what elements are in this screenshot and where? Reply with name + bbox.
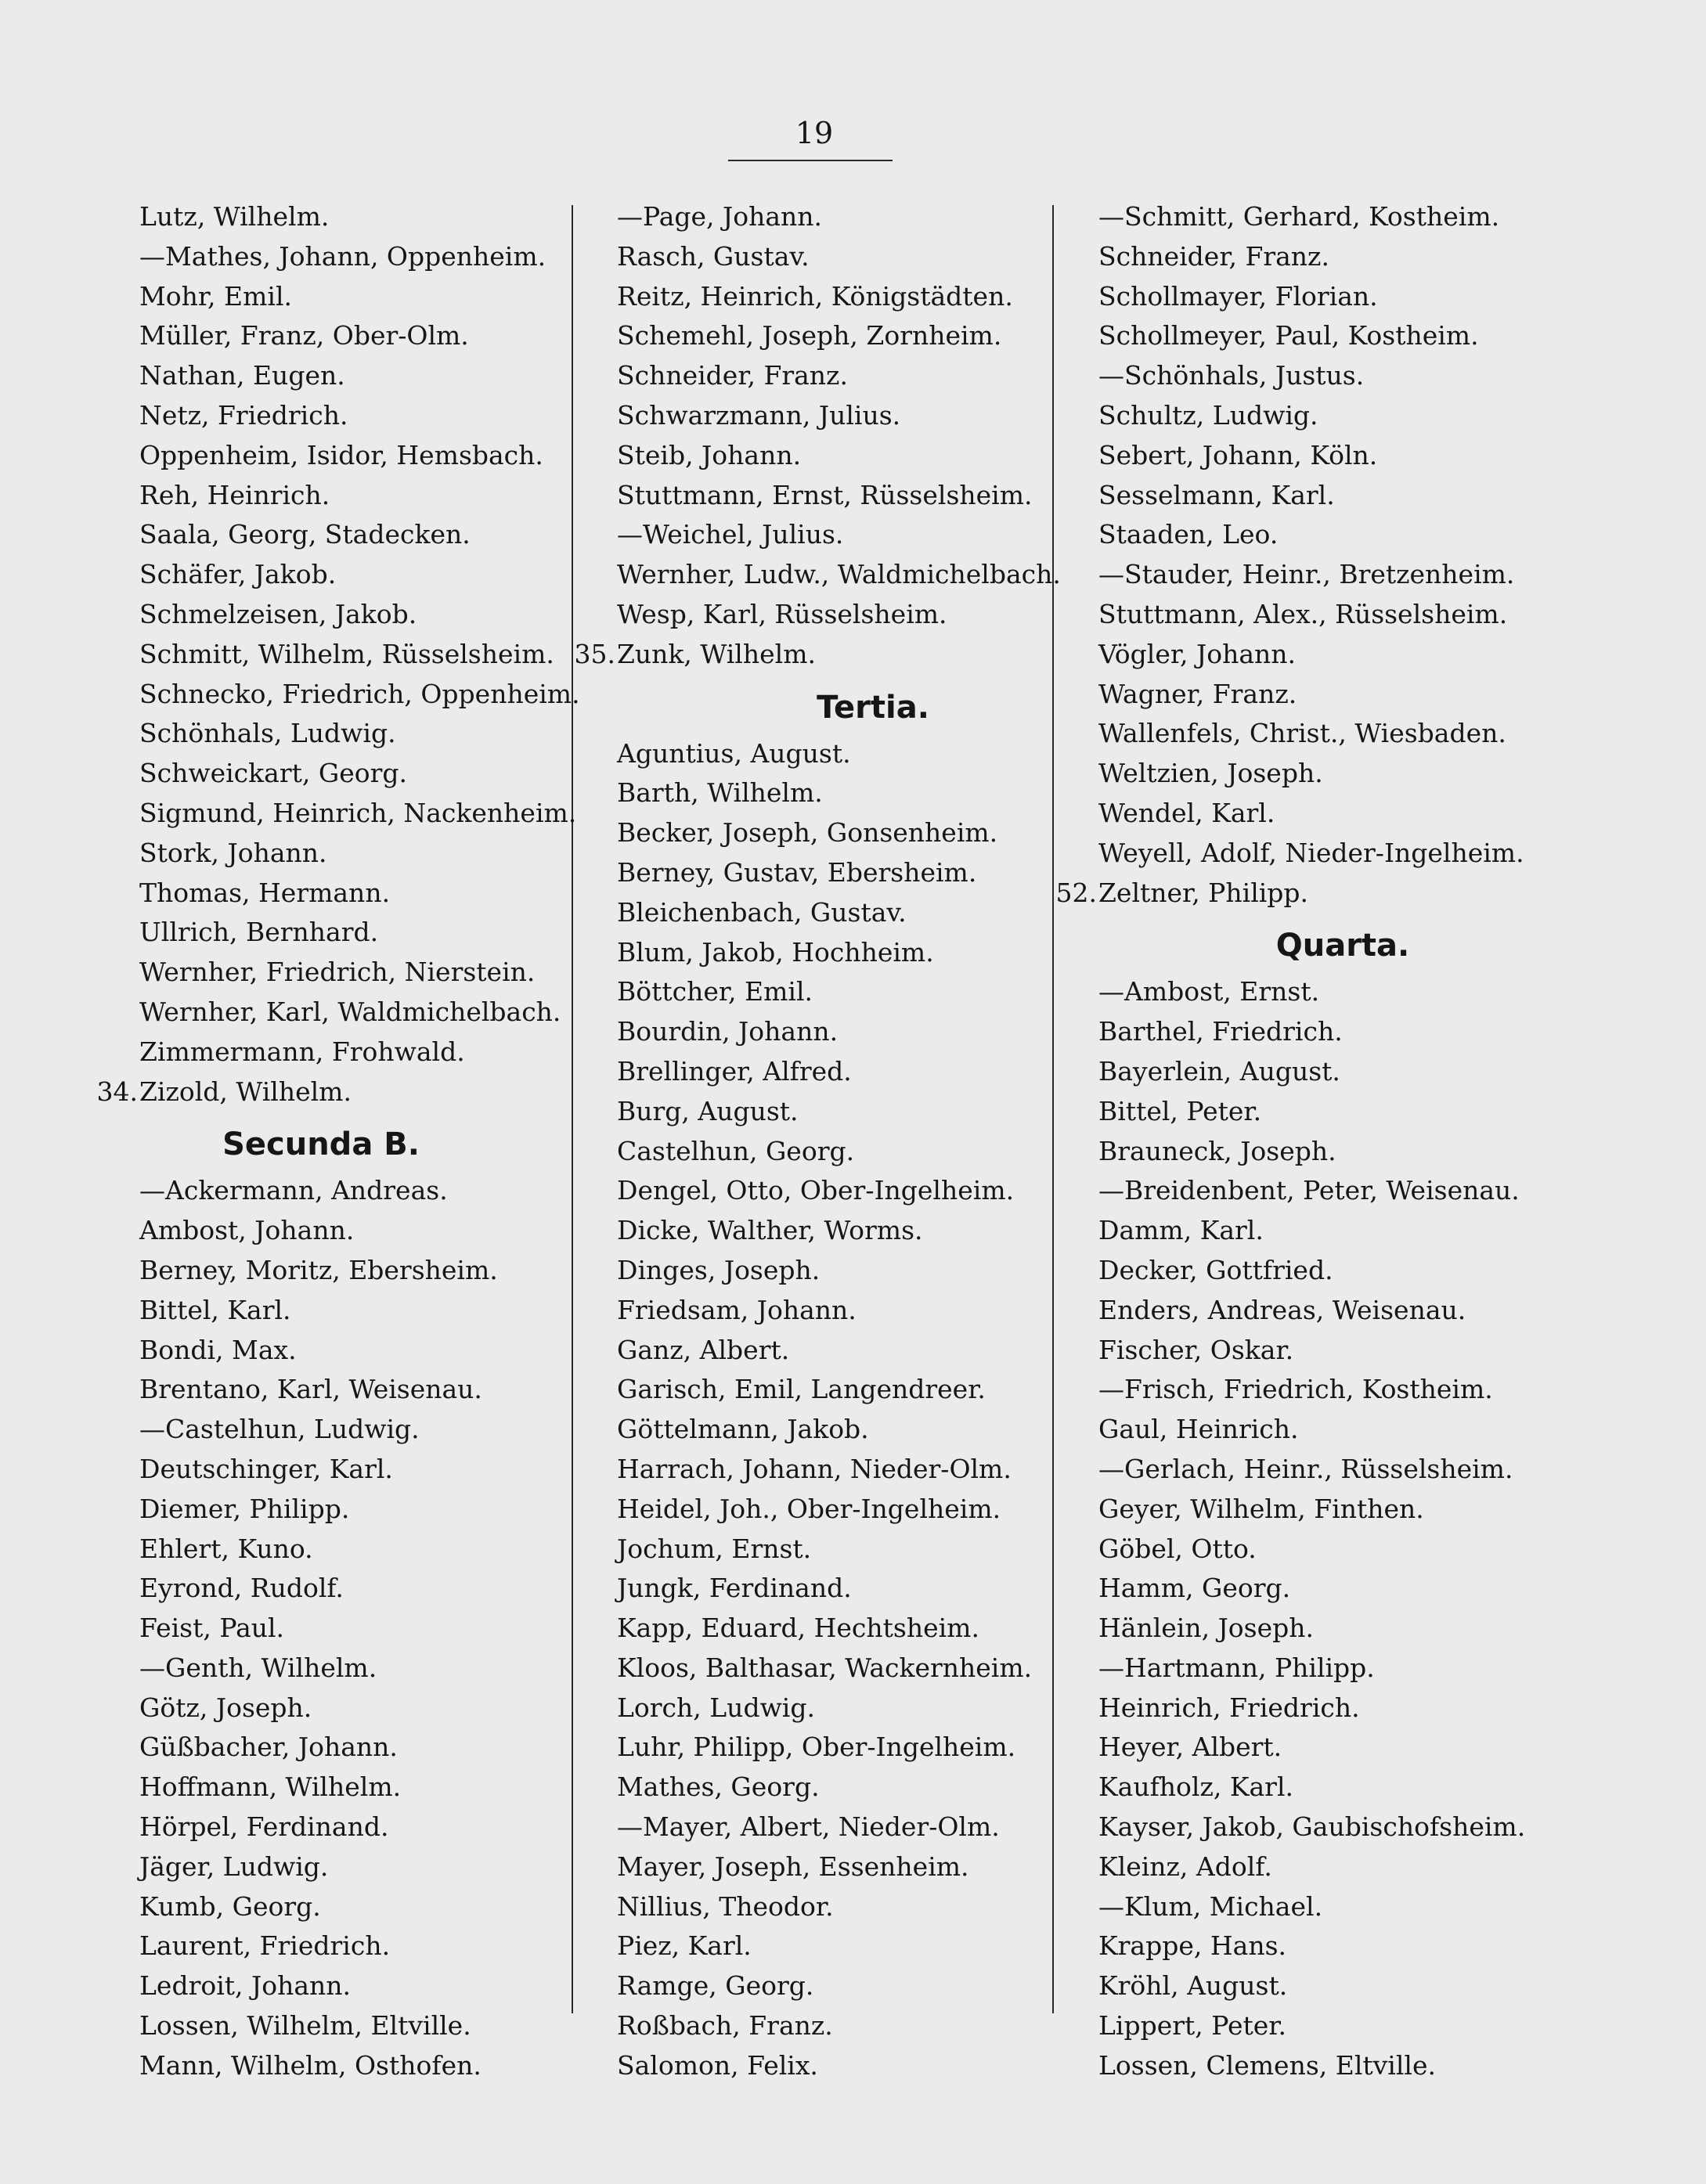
student-entry: Reitz, Heinrich, Königstädten. [617, 280, 1013, 312]
list-item [1053, 277, 1554, 317]
page-number-rule [728, 160, 893, 161]
list-item [1053, 1132, 1554, 1172]
student-entry: Zeltner, Philipp. [1098, 877, 1309, 908]
list-item [572, 734, 1073, 774]
student-entry: Wernher, Friedrich, Nierstein. [139, 957, 536, 988]
list-item [1053, 2046, 1554, 2086]
student-entry: Dicke, Walther, Worms. [617, 1215, 923, 1246]
student-entry: Heinrich, Friedrich. [1098, 1692, 1360, 1723]
student-entry: Friedsam, Johann. [617, 1294, 857, 1325]
list-item [1053, 316, 1554, 356]
list-item [572, 1370, 1073, 1410]
list-item [94, 1847, 595, 1887]
list-item [94, 874, 595, 914]
student-entry: Ganz, Albert. [617, 1334, 790, 1365]
student-entry: —Castelhun, Ludwig. [139, 1414, 420, 1445]
list-item [572, 1847, 1073, 1887]
list-item [1053, 1966, 1554, 2006]
list-item [94, 1530, 595, 1570]
list-item [572, 476, 1073, 516]
list-item [1053, 1251, 1554, 1291]
student-entry: Gaul, Heinrich. [1098, 1414, 1299, 1445]
list-item [572, 316, 1073, 356]
list-item [94, 993, 595, 1033]
student-entry: —Page, Johann. [617, 201, 823, 232]
list-item [572, 1887, 1073, 1927]
student-entry: Jochum, Ernst. [617, 1533, 812, 1564]
student-entry: Kumb, Georg. [139, 1890, 321, 1922]
list-item [572, 1768, 1073, 1807]
list-item [572, 1569, 1073, 1609]
list-item [1053, 1728, 1554, 1768]
list-item [94, 1768, 595, 1807]
list-item [572, 1410, 1073, 1450]
list-item [572, 635, 1073, 675]
student-entry: Oppenheim, Isidor, Hemsbach. [139, 439, 543, 470]
list-item [94, 1966, 595, 2006]
student-entry: Piez, Karl. [617, 1930, 752, 1962]
student-entry: Wendel, Karl. [1098, 797, 1275, 828]
student-entry: Steib, Johann. [617, 439, 802, 470]
list-item [94, 635, 595, 675]
list-item [94, 794, 595, 834]
student-entry: Weltzien, Joseph. [1098, 758, 1323, 789]
list-item [1053, 2006, 1554, 2046]
student-entry: Barth, Wilhelm. [617, 777, 823, 809]
student-entry: Bleichenbach, Gustav. [617, 896, 907, 928]
list-item [1053, 1012, 1554, 1052]
list-item [94, 396, 595, 436]
student-entry: Kloos, Balthasar, Wackernheim. [617, 1652, 1033, 1683]
list-item [1053, 515, 1554, 555]
list-item [1053, 1052, 1554, 1092]
list-item [1053, 1609, 1554, 1649]
student-entry: —Frisch, Friedrich, Kostheim. [1098, 1374, 1493, 1405]
student-entry: —Ackermann, Andreas. [139, 1175, 448, 1206]
student-entry: Diemer, Philipp. [139, 1493, 350, 1524]
list-item [572, 1171, 1073, 1211]
student-entry: Geyer, Wilhelm, Finthen. [1098, 1493, 1424, 1524]
student-entry: Schmelzeisen, Jakob. [139, 598, 417, 629]
list-item [1053, 1768, 1554, 1807]
list-item [572, 1609, 1073, 1649]
student-entry: Kapp, Eduard, Hechtsheim. [617, 1613, 979, 1644]
list-item [94, 1490, 595, 1530]
student-entry: Rasch, Gustav. [617, 240, 810, 272]
list-item [94, 1609, 595, 1649]
student-entry: Decker, Gottfried. [1098, 1254, 1333, 1285]
list-item [572, 555, 1073, 595]
list-item [1053, 1331, 1554, 1371]
list-item [94, 515, 595, 555]
list-item [572, 773, 1073, 813]
student-entry: Schemehl, Joseph, Zornheim. [617, 320, 1002, 351]
list-item [1053, 1688, 1554, 1728]
student-entry: Sigmund, Heinrich, Nackenheim. [139, 797, 577, 828]
list-item [572, 1012, 1073, 1052]
list-item [572, 197, 1073, 237]
list-item [94, 1251, 595, 1291]
student-entry: Berney, Moritz, Ebersheim. [139, 1254, 498, 1285]
student-entry: Lossen, Wilhelm, Eltville. [139, 2010, 471, 2042]
student-entry: Bourdin, Johann. [617, 1016, 839, 1047]
student-entry: Becker, Joseph, Gonsenheim. [617, 817, 998, 849]
student-entry: Mann, Wilhelm, Osthofen. [139, 2049, 482, 2081]
student-entry: Hoffmann, Wilhelm. [139, 1771, 402, 1803]
student-entry: —Hartmann, Philipp. [1098, 1652, 1375, 1683]
student-entry: Laurent, Friedrich. [139, 1930, 391, 1962]
student-entry: Blum, Jakob, Hochheim. [617, 936, 934, 968]
section-heading: Tertia. [817, 689, 929, 726]
list-item [94, 1688, 595, 1728]
student-entry: Wagner, Franz. [1098, 678, 1297, 709]
student-entry: Weyell, Adolf, Nieder-Ingelheim. [1098, 837, 1524, 868]
list-item [572, 356, 1073, 396]
student-entry: Sebert, Johann, Köln. [1098, 439, 1378, 470]
student-entry: Krappe, Hans. [1098, 1930, 1286, 1962]
student-entry: Salomon, Felix. [617, 2049, 818, 2081]
student-entry: Schmitt, Wilhelm, Rüsselsheim. [139, 638, 554, 669]
list-item [94, 1450, 595, 1490]
student-entry: Heidel, Joh., Ober-Ingelheim. [617, 1493, 1001, 1524]
list-item [94, 754, 595, 794]
student-entry: Ehlert, Kuno. [139, 1533, 313, 1564]
list-item [94, 1807, 595, 1847]
student-entry: Aguntius, August. [617, 737, 851, 769]
list-item [1053, 635, 1554, 675]
student-entry: Schweickart, Georg. [139, 758, 407, 789]
student-entry: Ullrich, Bernhard. [139, 917, 379, 948]
student-entry: Jungk, Ferdinand. [617, 1573, 852, 1604]
list-item [572, 1649, 1073, 1688]
student-entry: Ledroit, Johann. [139, 1970, 352, 2002]
list-item [1053, 356, 1554, 396]
student-entry: Schönhals, Ludwig. [139, 718, 396, 749]
list-item [94, 1291, 595, 1331]
list-item [94, 1211, 595, 1251]
list-item [572, 277, 1073, 317]
list-item [572, 1251, 1073, 1291]
student-entry: —Gerlach, Heinr., Rüsselsheim. [1098, 1453, 1513, 1484]
list-item [572, 515, 1073, 555]
list-item [94, 834, 595, 874]
student-entry: Schollmeyer, Paul, Kostheim. [1098, 320, 1479, 351]
list-item [94, 1926, 595, 1966]
student-entry: Göttelmann, Jakob. [617, 1414, 869, 1445]
student-entry: Götz, Joseph. [139, 1692, 312, 1723]
student-entry: Sesselmann, Karl. [1098, 479, 1335, 510]
student-entry: Hamm, Georg. [1098, 1573, 1291, 1604]
list-item [1053, 1370, 1554, 1410]
list-item [1053, 714, 1554, 754]
list-item [1053, 834, 1554, 874]
student-entry: Berney, Gustav, Ebersheim. [617, 856, 977, 888]
list-item [94, 277, 595, 317]
list-item [1053, 1410, 1554, 1450]
column-middle [572, 197, 1073, 2086]
list-item [94, 436, 595, 476]
list-item [94, 1410, 595, 1450]
student-entry: Lutz, Wilhelm. [139, 201, 330, 232]
list-item [94, 953, 595, 993]
student-entry: —Klum, Michael. [1098, 1890, 1323, 1922]
list-item [572, 396, 1073, 436]
student-entry: Schollmayer, Florian. [1098, 280, 1378, 312]
list-item [1053, 1450, 1554, 1490]
student-entry: Wesp, Karl, Rüsselsheim. [617, 598, 947, 629]
list-item [94, 714, 595, 754]
list-item [94, 913, 595, 953]
student-entry: Garisch, Emil, Langendreer. [617, 1374, 986, 1405]
list-item [572, 972, 1073, 1012]
list-item [94, 1649, 595, 1688]
student-entry: Kaufholz, Karl. [1098, 1771, 1293, 1803]
student-entry: Nathan, Eugen. [139, 360, 345, 391]
list-item [1053, 1490, 1554, 1530]
entry-count: 35. [574, 638, 615, 669]
list-item [94, 197, 595, 237]
student-entry: —Genth, Wilhelm. [139, 1652, 377, 1683]
student-entry: —Schmitt, Gerhard, Kostheim. [1098, 201, 1500, 232]
student-entry: Müller, Franz, Ober-Olm. [139, 320, 469, 351]
student-entry: Roßbach, Franz. [617, 2010, 833, 2042]
list-item [94, 2046, 595, 2086]
list-item [572, 2006, 1073, 2046]
list-item [94, 237, 595, 277]
list-item [572, 1728, 1073, 1768]
student-entry: Schäfer, Jakob. [139, 559, 337, 590]
column-right [1053, 197, 1554, 2086]
list-item [1053, 675, 1554, 715]
student-entry: Schneider, Franz. [617, 360, 848, 391]
student-entry: Stuttmann, Ernst, Rüsselsheim. [617, 479, 1033, 510]
student-entry: Schneider, Franz. [1098, 240, 1329, 272]
list-item [1053, 396, 1554, 436]
student-entry: Ambost, Johann. [139, 1215, 355, 1246]
list-item [572, 1926, 1073, 1966]
list-item [572, 2046, 1073, 2086]
list-item [1053, 197, 1554, 237]
student-entry: Bittel, Peter. [1098, 1095, 1262, 1126]
list-item [94, 356, 595, 396]
list-item [94, 555, 595, 595]
student-entry: —Mathes, Johann, Oppenheim. [139, 240, 546, 272]
section-heading: Quarta. [1275, 928, 1410, 964]
student-entry: Güßbacher, Johann. [139, 1732, 398, 1763]
student-entry: Bayerlein, August. [1098, 1055, 1340, 1087]
list-item [572, 237, 1073, 277]
student-entry: Göbel, Otto. [1098, 1533, 1257, 1564]
entry-count: 52. [1055, 877, 1097, 908]
student-entry: Hänlein, Joseph. [1098, 1613, 1315, 1644]
student-entry: Netz, Friedrich. [139, 399, 348, 431]
list-item [94, 595, 595, 635]
student-entry: Deutschinger, Karl. [139, 1453, 393, 1484]
student-entry: Castelhun, Georg. [617, 1135, 855, 1166]
student-entry: Brellinger, Alfred. [617, 1055, 852, 1087]
student-entry: Wernher, Karl, Waldmichelbach. [139, 996, 561, 1027]
list-item [1053, 1926, 1554, 1966]
list-item [572, 1490, 1073, 1530]
list-item [94, 1072, 595, 1112]
list-item [572, 1092, 1073, 1132]
student-entry: Lorch, Ludwig. [617, 1692, 815, 1723]
entry-count: 34. [96, 1076, 138, 1107]
student-entry: Thomas, Hermann. [139, 877, 391, 908]
student-entry: Luhr, Philipp, Ober-Ingelheim. [617, 1732, 1016, 1763]
student-entry: Kröhl, August. [1098, 1970, 1288, 2002]
list-item [572, 893, 1073, 933]
student-entry: Harrach, Johann, Nieder-Olm. [617, 1453, 1012, 1484]
student-entry: Mohr, Emil. [139, 280, 293, 312]
student-entry: —Ambost, Ernst. [1098, 976, 1320, 1007]
student-entry: Feist, Paul. [139, 1613, 285, 1644]
list-item [572, 1211, 1073, 1251]
list-item [1053, 1649, 1554, 1688]
student-entry: Schwarzmann, Julius. [617, 399, 901, 431]
student-entry: Wallenfels, Christ., Wiesbaden. [1098, 718, 1506, 749]
student-entry: Eyrond, Rudolf. [139, 1573, 344, 1604]
student-entry: Mayer, Joseph, Essenheim. [617, 1851, 969, 1882]
list-item [94, 316, 595, 356]
list-item [572, 1291, 1073, 1331]
student-entry: Stork, Johann. [139, 837, 327, 868]
list-item [94, 675, 595, 715]
student-entry: Burg, August. [617, 1095, 799, 1126]
student-entry: Schultz, Ludwig. [1098, 399, 1318, 431]
student-entry: Stuttmann, Alex., Rüsselsheim. [1098, 598, 1508, 629]
list-item [94, 1887, 595, 1927]
student-entry: —Schönhals, Justus. [1098, 360, 1365, 391]
student-entry: —Mayer, Albert, Nieder-Olm. [617, 1811, 1000, 1843]
student-entry: Kayser, Jakob, Gaubischofsheim. [1098, 1811, 1526, 1843]
student-entry: Dengel, Otto, Ober-Ingelheim. [617, 1175, 1015, 1206]
student-entry: Reh, Heinrich. [139, 479, 330, 510]
section-heading: Secunda B. [222, 1126, 420, 1163]
list-item [572, 813, 1073, 853]
list-item [572, 1807, 1073, 1847]
list-item [94, 1370, 595, 1410]
student-entry: Brauneck, Joseph. [1098, 1135, 1336, 1166]
page-number: 19 [795, 116, 834, 150]
student-entry: Lossen, Clemens, Eltville. [1098, 2049, 1436, 2081]
list-item [572, 1688, 1073, 1728]
list-item [572, 595, 1073, 635]
list-item [1053, 1887, 1554, 1927]
student-entry: Dinges, Joseph. [617, 1254, 821, 1285]
list-item [1053, 972, 1554, 1012]
list-item [1053, 1092, 1554, 1132]
list-item [1053, 1211, 1554, 1251]
student-entry: Mathes, Georg. [617, 1771, 820, 1803]
student-entry: Wernher, Ludw., Waldmichelbach. [617, 559, 1061, 590]
student-entry: Jäger, Ludwig. [139, 1851, 329, 1882]
list-item [1053, 794, 1554, 834]
list-item [572, 933, 1073, 973]
student-entry: Hörpel, Ferdinand. [139, 1811, 389, 1843]
list-item [1053, 436, 1554, 476]
list-item [1053, 476, 1554, 516]
list-item [94, 1171, 595, 1211]
list-item [1053, 555, 1554, 595]
student-entry: —Weichel, Julius. [617, 519, 844, 550]
list-item [1053, 595, 1554, 635]
list-item [572, 1966, 1073, 2006]
list-item [572, 853, 1073, 893]
list-item [572, 1530, 1073, 1570]
list-item [1053, 754, 1554, 794]
list-item [1053, 1807, 1554, 1847]
student-entry: Ramge, Georg. [617, 1970, 814, 2002]
student-entry: Enders, Andreas, Weisenau. [1098, 1294, 1466, 1325]
list-item [572, 436, 1073, 476]
student-entry: —Stauder, Heinr., Bretzenheim. [1098, 559, 1515, 590]
student-entry: Staaden, Leo. [1098, 519, 1279, 550]
student-entry: Bittel, Karl. [139, 1294, 291, 1325]
column-left [94, 197, 595, 2086]
student-entry: Zimmermann, Frohwald. [139, 1036, 465, 1067]
student-entry: Fischer, Oskar. [1098, 1334, 1294, 1365]
list-item [94, 2006, 595, 2046]
list-item [94, 1728, 595, 1768]
student-entry: Schnecko, Friedrich, Oppenheim. [139, 678, 580, 709]
student-entry: Damm, Karl. [1098, 1215, 1264, 1246]
list-item [1053, 1530, 1554, 1570]
list-item [572, 1052, 1073, 1092]
student-entry: Kleinz, Adolf. [1098, 1851, 1272, 1882]
list-item [94, 1569, 595, 1609]
student-entry: Lippert, Peter. [1098, 2010, 1286, 2042]
list-item [1053, 874, 1554, 914]
list-item [1053, 1847, 1554, 1887]
student-entry: Vögler, Johann. [1098, 638, 1297, 669]
student-entry: Barthel, Friedrich. [1098, 1016, 1343, 1047]
list-item [1053, 237, 1554, 277]
list-item [94, 1331, 595, 1371]
list-item [1053, 1171, 1554, 1211]
student-entry: —Breidenbent, Peter, Weisenau. [1098, 1175, 1520, 1206]
list-item [1053, 1569, 1554, 1609]
student-entry: Heyer, Albert. [1098, 1732, 1282, 1763]
student-entry: Böttcher, Emil. [617, 976, 813, 1007]
list-item [94, 1033, 595, 1072]
list-item [1053, 1291, 1554, 1331]
list-item [572, 1450, 1073, 1490]
student-entry: Zunk, Wilhelm. [617, 638, 816, 669]
student-entry: Bondi, Max. [139, 1334, 297, 1365]
student-entry: Zizold, Wilhelm. [139, 1076, 352, 1107]
list-item [572, 1132, 1073, 1172]
student-entry: Brentano, Karl, Weisenau. [139, 1374, 482, 1405]
student-entry: Nillius, Theodor. [617, 1890, 834, 1922]
student-entry: Saala, Georg, Stadecken. [139, 519, 471, 550]
list-item [94, 476, 595, 516]
list-item [572, 1331, 1073, 1371]
